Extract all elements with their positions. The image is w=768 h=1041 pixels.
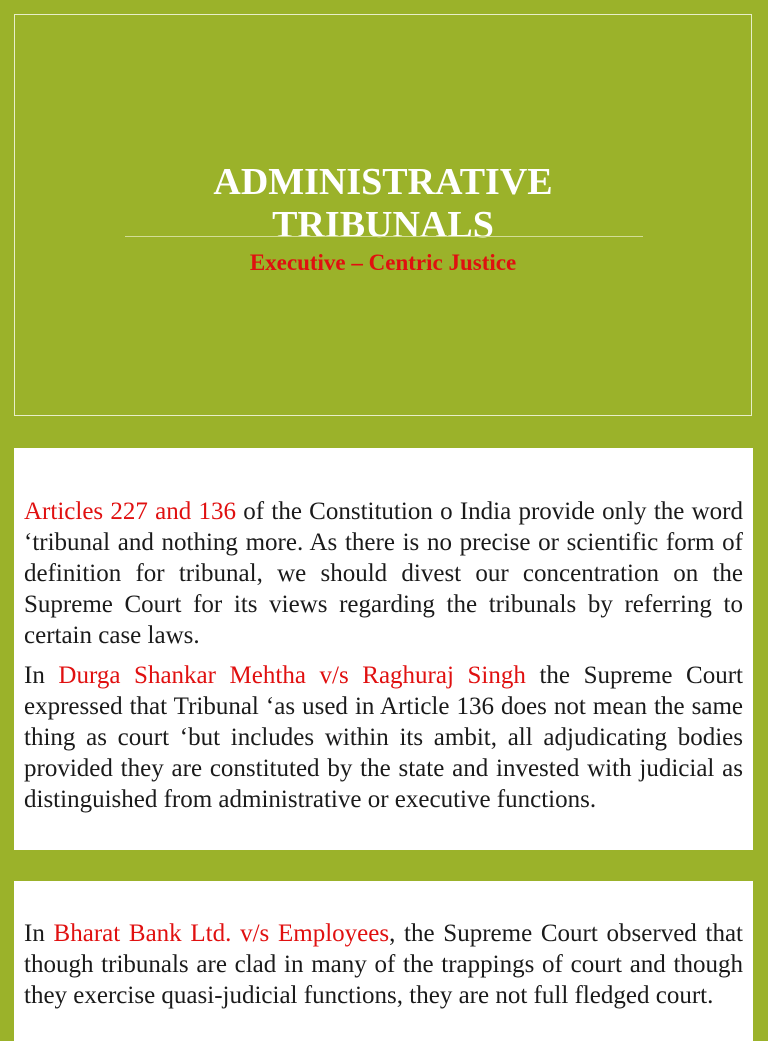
highlight-articles: Articles 227 and 136	[24, 498, 237, 525]
paragraph-bharat-text: , the Supreme Court observed that though tribunals are clad in many of the trappings of court and though they exercise quasi-judicial functions, they are not full fledged court.	[24, 920, 743, 1009]
paragraph-durga-case	[24, 660, 743, 815]
highlight-durga-case: Durga Shankar Mehtha v/s Raghuraj Singh	[58, 662, 526, 689]
title-line-1: ADMINISTRATIVE	[213, 161, 553, 203]
content-slide-bharat-bank	[14, 881, 753, 1041]
highlight-bharat-case: Bharat Bank Ltd. v/s Employees	[53, 920, 390, 947]
paragraph-bharat-prefix: In	[24, 920, 54, 947]
title-line-2: TRIBUNALS	[272, 204, 494, 246]
slide-title	[15, 161, 751, 247]
paragraph-bharat-case	[24, 918, 743, 1011]
title-divider	[125, 236, 643, 237]
paragraph-articles	[24, 496, 743, 651]
paragraph-articles-text: of the Constitution o India provide only the word ‘tribunal and nothing more. As there is no precise or scientific form of definition for tribunal, we should divest our concentration on the Supreme Court for its views regarding the tribunals by referring to certain case laws.	[24, 498, 743, 649]
paragraph-durga-text: the Supreme Court expressed that Tribunal ‘as used in Article 136 does not mean the same thing as court ‘but includes within its ambit, all adjudicating bodies provided they are constituted by the state and invested with judicial as distinguished from administrative or executive functions.	[24, 662, 743, 813]
paragraph-durga-prefix: In	[24, 662, 59, 689]
title-slide	[14, 14, 752, 416]
slide-subtitle: Executive – Centric Justice	[249, 250, 517, 275]
content-slide-articles	[14, 448, 753, 850]
